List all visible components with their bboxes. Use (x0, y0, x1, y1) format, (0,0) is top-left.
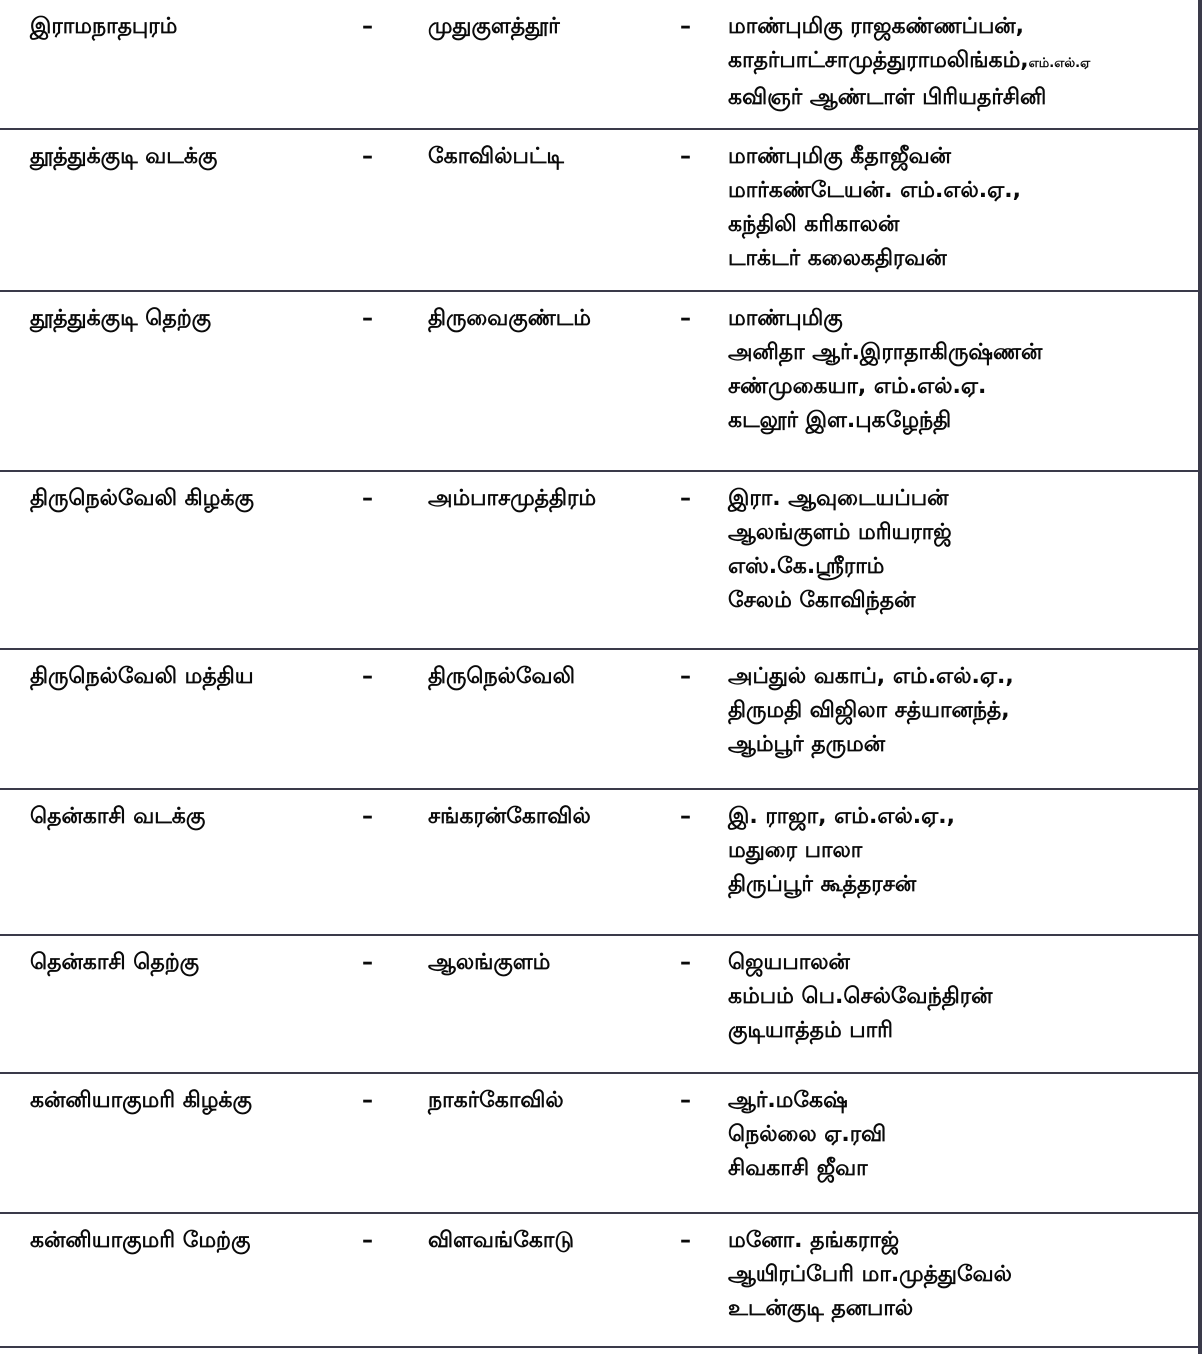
table-row (0, 790, 1198, 936)
district-name: தூத்துக்குடி தெற்கு (30, 306, 212, 331)
person-name: மாண்புமிகு ராஜகண்ணப்பன், (728, 14, 1025, 39)
district-name: தூத்துக்குடி வடக்கு (30, 144, 218, 169)
person-name: மாண்புமிகு கீதாஜீவன் (728, 144, 951, 169)
table-row (0, 130, 1198, 292)
person-name: மாண்புமிகு (728, 306, 843, 331)
separator-dash: – (680, 804, 691, 829)
person-name: நெல்லை ஏ.ரவி (728, 1122, 887, 1147)
names-list (728, 302, 1042, 438)
district-name: கன்னியாகுமரி கிழக்கு (30, 1088, 252, 1113)
person-name: மனோ. தங்கராஜ் (728, 1228, 900, 1253)
separator-dash: – (362, 14, 373, 39)
person-name: அனிதா ஆர்.இராதாகிருஷ்ணன் (728, 340, 1043, 365)
separator-dash: – (680, 664, 691, 689)
names-list (728, 946, 992, 1048)
table-row (0, 292, 1198, 472)
person-name: ஆம்பூர் தருமன் (728, 732, 886, 757)
names-list (728, 140, 1021, 276)
person-name: எஸ்.கே.ஸ்ரீராம் (728, 554, 885, 579)
separator-dash: – (362, 306, 373, 331)
title-suffix: எம்.எல்.ஏ (1028, 56, 1091, 71)
table-row (0, 472, 1198, 650)
separator-dash: – (680, 1088, 691, 1113)
constituency-name: நாகர்கோவில் (428, 1088, 564, 1113)
separator-dash: – (680, 144, 691, 169)
person-name: திருமதி விஜிலா சத்யானந்த், (728, 698, 1010, 723)
person-name: கவிஞர் ஆண்டாள் பிரியதர்சினி (728, 85, 1047, 110)
constituency-name: விளவங்கோடு (428, 1228, 575, 1253)
table-row (0, 1074, 1198, 1214)
person-name: இ. ராஜா, எம்.எல்.ஏ., (728, 804, 955, 829)
person-name: டாக்டர் கலைகதிரவன் (728, 246, 947, 271)
constituency-name: கோவில்பட்டி (428, 144, 564, 169)
person-name: குடியாத்தம் பாரி (728, 1018, 894, 1043)
district-name: தென்காசி வடக்கு (30, 804, 206, 829)
person-name: இரா. ஆவுடையப்பன் (728, 486, 949, 511)
separator-dash: – (680, 14, 691, 39)
person-name: சிவகாசி ஜீவா (728, 1156, 868, 1181)
constituency-name: முதுகுளத்தூர் (428, 14, 560, 39)
person-name: திருப்பூர் கூத்தரசன் (728, 872, 917, 897)
person-name: ஜெயபாலன் (728, 950, 850, 975)
separator-dash: – (680, 306, 691, 331)
person-name: காதர்பாட்சாமுத்துராமலிங்கம், (728, 48, 1029, 73)
person-name: கந்திலி கரிகாலன் (728, 212, 900, 237)
person-name: கடலூர் இள.புகழேந்தி (728, 408, 952, 433)
separator-dash: – (362, 804, 373, 829)
table-row (0, 936, 1198, 1074)
names-list (728, 800, 955, 902)
separator-dash: – (680, 950, 691, 975)
names-list (728, 1224, 1012, 1326)
person-name: மார்கண்டேயன். எம்.எல்.ஏ., (728, 178, 1021, 203)
table-row (0, 0, 1198, 130)
table-row (0, 1214, 1198, 1348)
names-list (728, 482, 952, 618)
district-name: திருநெல்வேலி கிழக்கு (30, 486, 254, 511)
separator-dash: – (362, 486, 373, 511)
person-name: மதுரை பாலா (728, 838, 863, 863)
separator-dash: – (362, 1228, 373, 1253)
person-name: கம்பம் பெ.செல்வேந்திரன் (728, 984, 993, 1009)
person-name: அப்துல் வகாப், எம்.எல்.ஏ., (728, 664, 1014, 689)
person-name: உடன்குடி தனபால் (728, 1296, 914, 1321)
separator-dash: – (362, 950, 373, 975)
separator-dash: – (362, 144, 373, 169)
constituency-name: அம்பாசமுத்திரம் (428, 486, 597, 511)
constituency-name: திருவைகுண்டம் (428, 306, 591, 331)
constituency-name: திருநெல்வேலி (428, 664, 575, 689)
person-name: சண்முகையா, எம்.எல்.ஏ. (728, 374, 987, 399)
names-list (728, 660, 1014, 762)
separator-dash: – (362, 1088, 373, 1113)
person-name-line (728, 44, 1090, 81)
names-list (728, 1084, 886, 1186)
constituency-name: ஆலங்குளம் (428, 950, 551, 975)
table-row (0, 650, 1198, 790)
separator-dash: – (362, 664, 373, 689)
district-name: இராமநாதபுரம் (30, 14, 178, 39)
district-name: கன்னியாகுமரி மேற்கு (30, 1228, 251, 1253)
person-name: ஆலங்குளம் மரியராஜ் (728, 520, 952, 545)
person-name: ஆயிரப்பேரி மா.முத்துவேல் (728, 1262, 1012, 1287)
separator-dash: – (680, 1228, 691, 1253)
person-name: சேலம் கோவிந்தன் (728, 588, 916, 613)
district-name: தென்காசி தெற்கு (30, 950, 200, 975)
constituency-name: சங்கரன்கோவில் (428, 804, 591, 829)
district-name: திருநெல்வேலி மத்திய (30, 664, 254, 689)
separator-dash: – (680, 486, 691, 511)
names-list (728, 10, 1090, 115)
person-name: ஆர்.மகேஷ் (728, 1088, 848, 1113)
